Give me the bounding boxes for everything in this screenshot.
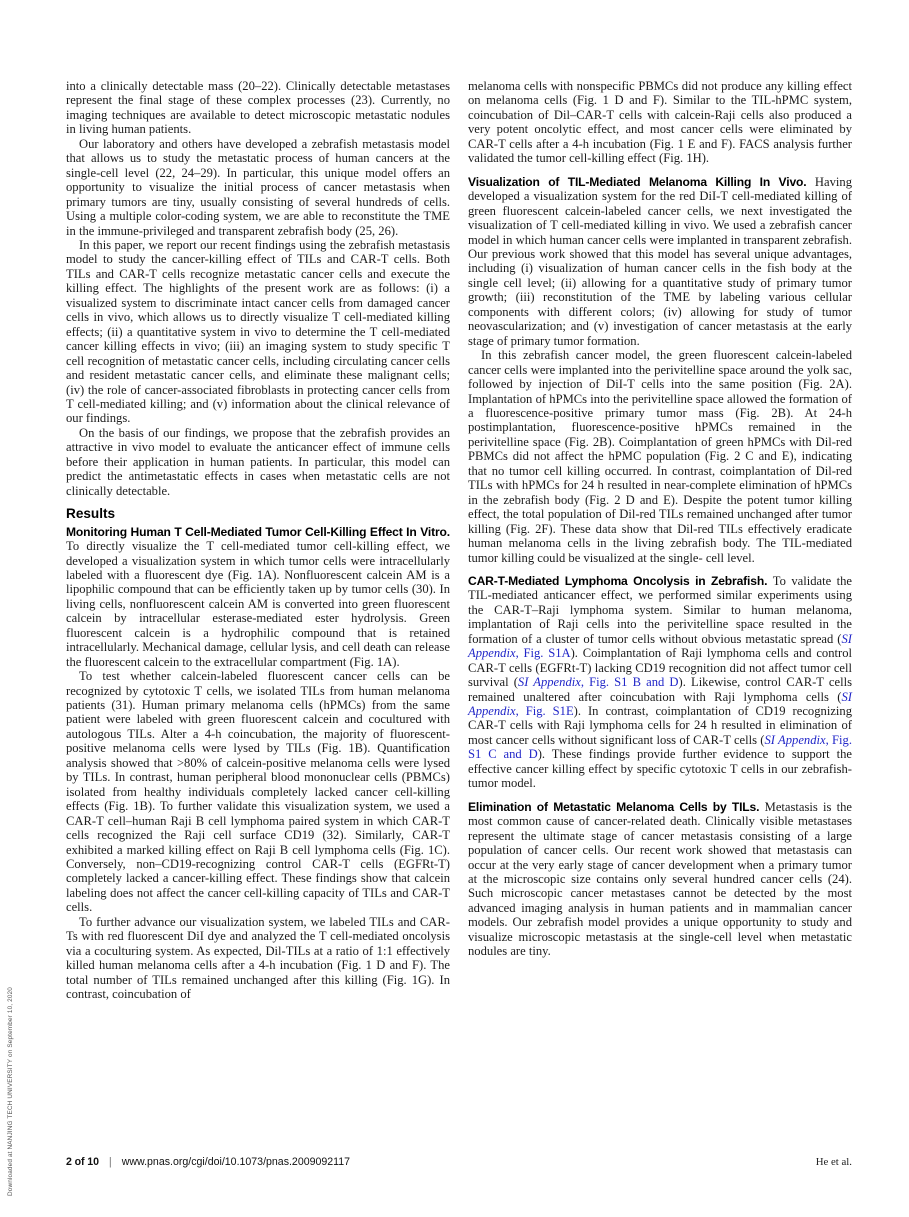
subsection-heading: Visualization of TIL-Mediated Melanoma Killing In Vivo.: [468, 174, 815, 189]
paragraph: [66, 238, 450, 426]
text-segment: On the basis of our findings, we propose that the zebrafish provides an attractive in vivo model to evaluate the anticancer effect of immune cells before their application in human patients. In particular, this model can predict the antimetastatic effects in cases when metastatic cells are not clinically detectable.: [66, 425, 450, 498]
paragraph: [468, 79, 852, 166]
download-watermark: Downloaded at NANJING TECH UNIVERSITY on September 10, 2020: [7, 987, 14, 1196]
si-appendix-link[interactable]: SI Appendix: [517, 675, 581, 690]
text-segment: ). These findings provide further evidence to support the effective cancer killing effect by specific cytotoxic T cells in our zebrafish-tumor model.: [468, 747, 852, 791]
paragraph: [468, 175, 852, 348]
paragraph: [66, 137, 450, 238]
right-column: [468, 79, 852, 959]
text-segment: To directly visualize the T cell-mediated tumor cell-killing effect, we developed a visualization system in which tumor cells were intracellularly labeled with a fluorescent dye (Fig. 1A). Nonfluorescent calcein AM is a lipophilic compound that can be efficiently taken up by tumor cells (30). In living cells, nonfluorescent calcein AM is converted into green fluorescent calcein by intracellular esterase-mediated ester hydrolysis. Green fluorescent calcein is a hydrophilic compound that is retained intracellularly. Mechanical damage, cellular lysis, and cell death can release the fluorescent calcein to the extracellular compartment (Fig. 1A).: [66, 539, 450, 669]
page-number: 2 of 10: [66, 1156, 99, 1168]
footer-authors: He et al.: [815, 1156, 852, 1168]
text-segment: ). In contrast, coimplantation of CD19 recognizing CAR-T cells with Raji lymphoma cells for 24 h resulted in elimination of most cancer cells without significant loss of CAR-T cells (: [468, 704, 852, 747]
left-column: [66, 79, 450, 1002]
paragraph: [468, 348, 852, 565]
paragraph: [66, 915, 450, 1002]
si-appendix-link[interactable]: SI Appendix: [468, 689, 852, 719]
paragraph: [66, 426, 450, 498]
subsection-heading: Elimination of Metastatic Melanoma Cells by TILs.: [468, 799, 765, 814]
text-segment: into a clinically detectable mass (20–22). Clinically detectable metastases represent the final stage of these complex processes (23). Currently, no imaging techniques are available to detect microscopic metastatic nodules in living human patients.: [66, 79, 450, 137]
si-appendix-link[interactable]: SI Appendix: [468, 631, 852, 661]
si-appendix-link[interactable]: SI Appendix: [764, 732, 826, 747]
page-footer: [66, 1156, 852, 1168]
paragraph: [468, 574, 852, 791]
text-segment: ). Coimplantation of Raji lymphoma cells and control CAR-T cells (EGFRt-T) lacking CD19 recognition did not affect tumor cell survival (: [468, 646, 852, 690]
si-appendix-link[interactable]: , Fig. S1 C and D: [468, 732, 852, 762]
si-appendix-link[interactable]: , Fig. S1E: [515, 704, 574, 719]
si-appendix-link[interactable]: , Fig. S1 B and D: [580, 675, 679, 690]
subsection-heading: CAR-T-Mediated Lymphoma Oncolysis in Zebrafish.: [468, 573, 773, 588]
footer-separator: |: [108, 1156, 112, 1168]
paragraph: [66, 669, 450, 915]
si-appendix-link[interactable]: , Fig. S1A: [515, 646, 571, 661]
text-segment: Metastasis is the most common cause of cancer-related death. Clinically visible metastases represent the ultimate stage of cancer metastasis consisting of a large population of cancer cells. Our recent work showed that metastasis can occur at the very early stage of cancer development when a primary tumor at the microscopic size contains only several hundred cancer cells (24). Such microscopic cancer metastases cannot be detected by the most advanced imaging analysis in human patients and in mammalian cancer models. Our zebrafish model provides a unique opportunity to study and visualize microscopic metastasis at the single-cell level when metastatic nodules are tiny.: [468, 799, 853, 959]
text-segment: To validate the TIL-mediated anticancer effect, we performed similar experiments using the CAR-T–Raji lymphoma system. Similar to human melanoma, implantation of Raji cells into the perivitelline space resulted in the formation of a cluster of tumor cells without obvious metastatic spread (: [468, 573, 852, 646]
subsection-heading: Monitoring Human T Cell-Mediated Tumor Cell-Killing Effect In Vitro.: [66, 524, 450, 539]
text-segment: melanoma cells with nonspecific PBMCs did not produce any killing effect on melanoma cells (Fig. 1 D and F). Similar to the TIL-hPMC system, coincubation of Dil–CAR-T cells with calcein-Raji cells also produced a very potent oncolytic effect, and most cancer cells were eliminated by CAR-T cells after a 4-h incubation (Fig. 1 E and F). FACS analysis further validated the tumor cell-killing effect (Fig. 1H).: [468, 79, 852, 166]
text-segment: To further advance our visualization system, we labeled TILs and CAR-Ts with red fluorescent DiI dye and analyzed the T cell-mediated oncolysis via a coculturing system. As expected, Dil-TILs at a ratio of 1:1 effectively killed human melanoma cells after a 4-h incubation (Fig. 1 D and F). The total number of TILs remained unchanged after this killing (Fig. 1G). In contrast, coincubation of: [66, 914, 450, 1002]
paragraph: [66, 79, 450, 137]
text-segment: Having developed a visualization system for the red DiI-T cell-mediated killing of green fluorescent calcein-labeled cancer cells, we next investigated the visualization of T cell-mediated killing in vivo. We used a zebrafish cancer model in which human cancer cells were implanted in transparent zebrafish. Our previous work showed that this model has several unique advantages, including (i) visualization of human cancer cells in the fish body at the single cell level; (ii) allowing for a quantitative study of primary tumor growth; (iii) reconstitution of the TME by labeling various cellular components with different colors; (iv) allowing for study of tumor neovascularization; and (v) investigation of cancer metastasis at the early stage of primary tumor formation.: [468, 174, 852, 348]
text-segment: Our laboratory and others have developed a zebrafish metastasis model that allows us to study the metastatic process of human cancers at the single-cell level (22, 24–29). In particular, this unique model offers an opportunity to visualize the initial process of cancer metastasis when primary tumors are tiny, usually consisting of several hundreds of cells. Using a multiple color-coding system, we are able to reconstitute the TME in the immune-privileged and transparent zebrafish body (25, 26).: [66, 136, 450, 238]
text-segment: To test whether calcein-labeled fluorescent cancer cells can be recognized by cytotoxic T cells, we isolated TILs from human melanoma patients (31). Human primary melanoma cells (hPMCs) from the same patient were labeled with green fluorescent calcein and cocultured with autologous TILs. Alter a 4-h coincubation, the majority of fluorescent-positive melanoma cells were lysed by TILs (Fig. 1B). Quantification analysis showed that >80% of calcein-positive melanoma cells were lysed by TILs. In contrast, human peripheral blood mononuclear cells (PBMCs) isolated from healthy individuals completely lacked cancer cell-killing effects (Fig. 1B). To further validate this visualization system, we used a CAR-T cell–human Raji B cell lymphoma paired system in which CAR-T cells recognized the Raji cell surface CD19 (32). Similarly, CAR-T exhibited a marked killing effect on Raji B cell lymphoma cells (Fig. 1C). Conversely, non–CD19-recognizing control CAR-T cells (EGFRt-T) completely lacked a cancer-killing effect. These findings show that calcein labeling does not affect the cancer cell-killing capacity of TILs and CAR-T cells.: [66, 669, 450, 915]
text-segment: In this paper, we report our recent findings using the zebrafish metastasis model to study the cancer-killing effect of TILs and CAR-T cells. Both TILs and CAR-T cells recognize metastatic cancer cells and execute the killing effect. The highlights of the present work are as follows: (i) a visualized system to discriminate intact cancer cells from damaged cancer cells in vivo, which allows us to directly visualize T cell-mediated killing effects; (ii) a quantitative system in vivo to determine the T cell-mediated cancer killing effects in vivo; (iii) an imaging system to study specific T cell recognition of metastatic cancer cells, including circulating cancer cells and resident metastatic cancer cells, and eliminate these malignant cells; (iv) the role of cancer-associated fibroblasts in protecting cancer cells from T cell-mediated killing; and (v) information about the clinical relevance of our findings.: [66, 237, 450, 426]
paragraph: [66, 525, 450, 670]
doi-link[interactable]: www.pnas.org/cgi/doi/10.1073/pnas.2009092117: [121, 1156, 351, 1168]
paragraph: [468, 800, 852, 959]
text-segment: ). Likewise, control CAR-T cells remained unaltered after coincubation with Raji lymphoma cells (: [468, 675, 852, 704]
section-heading: Results: [66, 506, 116, 522]
text-segment: In this zebrafish cancer model, the green fluorescent calcein-labeled cancer cells were implanted into the perivitelline space around the yolk sac, followed by injection of DiI-T cells into the same position (Fig. 2A). Implantation of hPMCs into the perivitelline space allowed the formation of a fluorescence-positive primary tumor mass (Fig. 2B). At 24-h postimplantation, fluorescence-positive hPMCs remained in the perivitelline space (Fig. 2B). Coimplantation of green hPMCs with Dil-red PBMCs did not affect the hPMC population (Fig. 2 C and E), indicating that no tumor cell killing occurred. In contrast, coimplantation of Dil-red TILs with hPMCs for 24 h resulted in near-complete elimination of hPMCs in the zebrafish body (Fig. 2 D and E). Despite the potent tumor killing effect, the total population of Dil-red TILs remained unchanged after tumor killing (Fig. 2F). These data show that Dil-red TILs effectively eradicate human melanoma cells in the living zebrafish body. The TIL-mediated tumor killing could be visualized at the single- cell level.: [468, 348, 852, 565]
